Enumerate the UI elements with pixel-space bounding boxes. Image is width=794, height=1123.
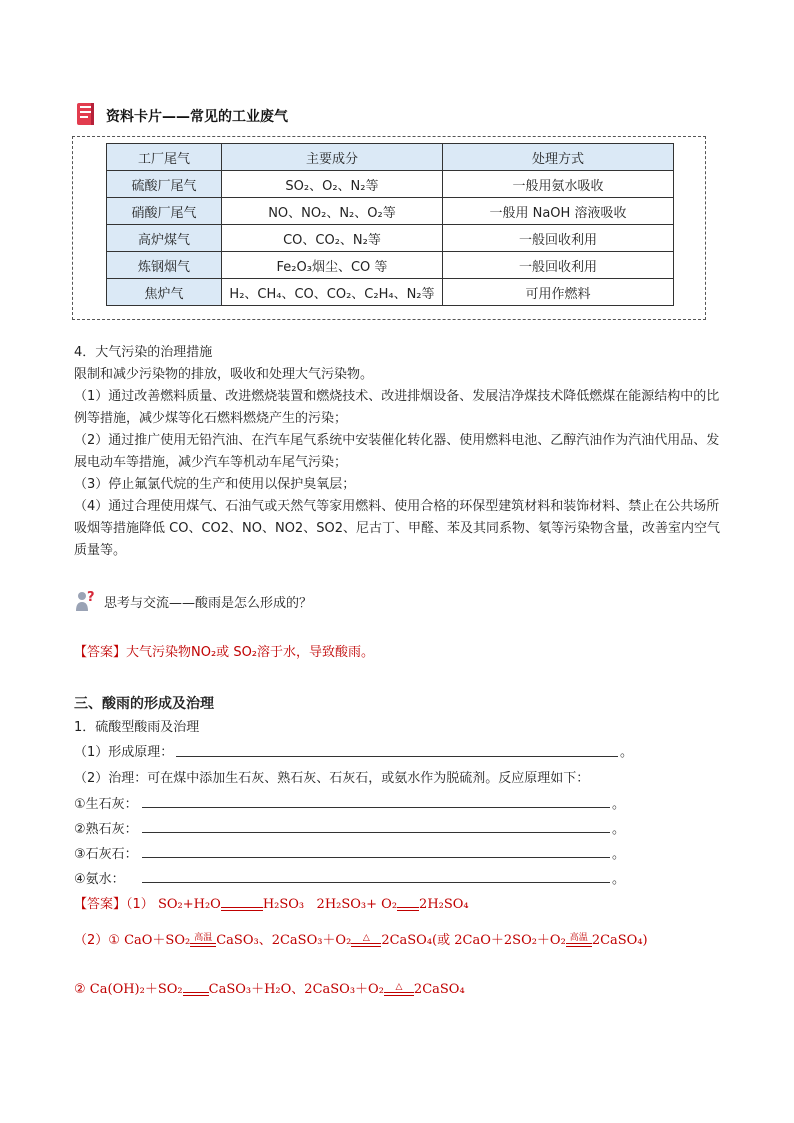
section4-item: （4）通过合理使用煤气、石油气或天然气等家用燃料、使用合格的环保型建筑材料和装饰材料、禁止在公共场所吸烟等措施降低 CO、CO2、NO、NO2、SO2、尼古丁、甲醛、苯及其同系物、氡等污染物含量，改善室内空气质量等。 xyxy=(74,499,720,558)
answer-blank[interactable] xyxy=(142,882,610,883)
blank-label: ①生石灰： xyxy=(74,797,138,812)
table-cell: 炼钢烟气 xyxy=(107,252,222,279)
period: 。 xyxy=(612,847,626,862)
section4-item: （1）通过改善燃料质量、改进燃烧装置和燃烧技术、改进排烟设备、发展洁净煤技术降低燃煤在能源结构中的比例等措施，减少煤等化石燃料燃烧产生的污染； xyxy=(74,389,720,426)
answer-blank[interactable] xyxy=(142,832,610,833)
period: 。 xyxy=(612,797,626,812)
answer-label: 【答案】 xyxy=(74,897,127,912)
table-header: 处理方式 xyxy=(442,144,673,171)
table-cell: 焦炉气 xyxy=(107,279,222,306)
equation-right: CaSO₃、2CaSO₃＋O₂ xyxy=(216,933,352,948)
period: 。 xyxy=(612,872,626,887)
table-cell: CO、CO₂、N₂等 xyxy=(222,225,443,252)
section4-heading: 4．大气污染的治理措施 xyxy=(74,345,213,360)
question-person-icon xyxy=(74,589,96,613)
equation-left: SO₂+H₂O xyxy=(157,897,221,912)
treatment-question: （2）治理：可在煤中添加生石灰、熟石灰、石灰石，或氨水作为脱硫剂。反应原理如下： xyxy=(74,771,590,786)
table-cell: 高炉煤气 xyxy=(107,225,222,252)
table-row xyxy=(107,171,674,198)
table-cell: 一般用 NaOH 溶液吸收 xyxy=(442,198,673,225)
equation-right: 2CaSO₄(或 2CaO＋2SO₂＋O₂ xyxy=(381,933,566,948)
section4-item: （2）通过推广使用无铅汽油、在汽车尾气系统中安装催化转化器、使用燃料电池、乙醇汽油作为汽油代用品、发展电动车等措施，减少汽车等机动车尾气污染； xyxy=(74,433,720,470)
table-cell: 一般用氨水吸收 xyxy=(442,171,673,198)
equation-right: 2H₂SO₄ xyxy=(419,897,469,912)
section4-intro: 限制和减少污染物的排放，吸收和处理大气污染物。 xyxy=(74,367,374,382)
equation-left: Ca(OH)₂＋SO₂ xyxy=(89,982,183,997)
card-title: 资料卡片——常见的工业废气 xyxy=(106,109,288,125)
equals-sign-icon xyxy=(183,983,209,996)
table-row xyxy=(107,225,674,252)
heat-condition: △ xyxy=(351,934,381,947)
table-cell: H₂、CH₄、CO、CO₂、C₂H₄、N₂等 xyxy=(222,279,443,306)
equation-right: 2CaSO₄ xyxy=(413,982,465,997)
section4-item: （3）停止氟氯代烷的生产和使用以保护臭氧层； xyxy=(74,477,356,492)
svg-text:?: ? xyxy=(87,590,95,605)
think-answer xyxy=(74,641,374,660)
reversible-arrow-icon xyxy=(221,898,263,911)
answer-label: 【答案】 xyxy=(74,645,127,660)
answer-blank[interactable] xyxy=(142,857,610,858)
table-cell: 硝酸厂尾气 xyxy=(107,198,222,225)
answer-text: 大气污染物NO₂或 SO₂溶于水，导致酸雨。 xyxy=(126,645,375,660)
answer-blank[interactable] xyxy=(142,807,610,808)
table-row xyxy=(107,198,674,225)
answer-1 xyxy=(74,893,469,912)
table-row xyxy=(107,252,674,279)
equation-right: H₂SO₃ xyxy=(262,897,305,912)
industrial-gas-table xyxy=(106,143,674,306)
think-title: 思考与交流——酸雨是怎么形成的？ xyxy=(104,596,313,611)
blank-label: ②熟石灰： xyxy=(74,822,138,837)
section3-subtitle: 1．硫酸型酸雨及治理 xyxy=(74,720,200,735)
answer-prefix: （1） xyxy=(126,897,154,912)
answer-2 xyxy=(74,929,648,948)
table-cell: SO₂、O₂、N₂等 xyxy=(222,171,443,198)
high-temp-condition: 高温 xyxy=(190,934,216,947)
equation-left: 2H₂SO₃+ O₂ xyxy=(316,897,398,912)
formation-question xyxy=(74,741,173,761)
equation-right: CaSO₃＋H₂O、2CaSO₃＋O₂ xyxy=(208,982,384,997)
table-row xyxy=(107,279,674,306)
equals-sign-icon xyxy=(397,898,419,911)
table-header-row xyxy=(107,144,674,171)
table-cell: 硫酸厂尾气 xyxy=(107,171,222,198)
high-temp-condition: 高温 xyxy=(566,934,592,947)
equation-right: 2CaSO₄) xyxy=(591,933,648,948)
period: 。 xyxy=(620,745,634,760)
answer-blank[interactable] xyxy=(176,756,618,757)
table-header: 工厂尾气 xyxy=(107,144,222,171)
heat-condition: △ xyxy=(384,983,414,996)
table-cell: 一般回收利用 xyxy=(442,225,673,252)
period: 。 xyxy=(612,822,626,837)
table-cell: 一般回收利用 xyxy=(442,252,673,279)
section3-title: 三、酸雨的形成及治理 xyxy=(74,696,214,712)
table-cell: Fe₂O₃烟尘、CO 等 xyxy=(222,252,443,279)
question-label: （1）形成原理： xyxy=(74,745,174,760)
blank-label: ③石灰石： xyxy=(74,847,138,862)
answer-3 xyxy=(74,978,465,997)
table-header: 主要成分 xyxy=(222,144,443,171)
answer-prefix: （2）① xyxy=(74,933,120,948)
answer-prefix: ② xyxy=(74,982,86,997)
table-cell: NO、NO₂、N₂、O₂等 xyxy=(222,198,443,225)
blank-label: ④氨水： xyxy=(74,872,125,887)
book-icon xyxy=(76,102,96,126)
equation-left: CaO＋SO₂ xyxy=(124,933,191,948)
table-cell: 可用作燃料 xyxy=(442,279,673,306)
